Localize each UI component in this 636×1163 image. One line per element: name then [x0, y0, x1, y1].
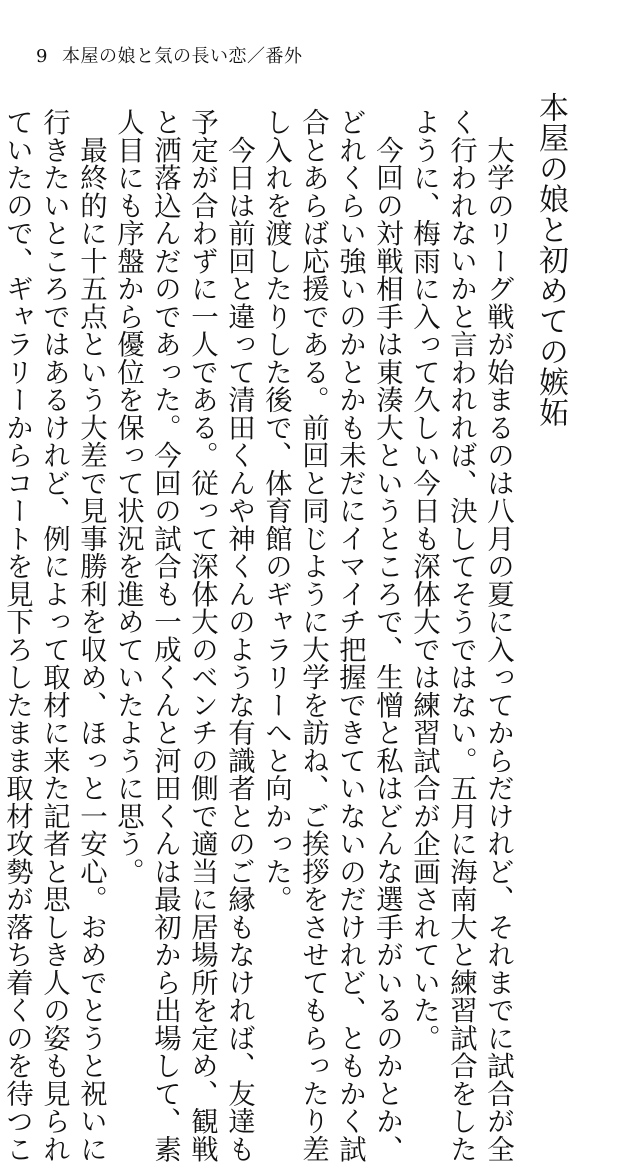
body-line: 予定が合わずに一人である。従って深体大のベンチの側で適当に居場所を定め、観戦 — [186, 108, 217, 1163]
body-line: く行われないかと言われれば、決してそうではない。五月に海南大と練習試合をした — [445, 108, 476, 1163]
body-text — [1, 108, 516, 1163]
running-title: 本屋の娘と気の長い恋／番外 — [62, 46, 303, 67]
body-line: し入れを渡したりした後で、体育館のギャラリーへと向かった。 — [260, 108, 291, 913]
body-line: ていたので、ギャラリーからコートを見下ろしたまま取材攻勢が落ち着くのを待つこ — [1, 108, 32, 1163]
body-line: と洒落込んだのであった。今回の試合も一成くんと河田くんは最初から出場して、素 — [149, 108, 180, 1163]
body-line: 今回の対戦相手は東湊大というところで、生憎と私はどんな選手がいるのかとか、 — [371, 108, 402, 1163]
body-line: 今日は前回と違って清田くんや神くんのような有識者とのご縁もなければ、友達も — [223, 108, 254, 1163]
chapter-title: 本屋の娘と初めての嫉妬 — [533, 92, 568, 428]
body-line: 合とあらば応援である。前回と同じように大学を訪ね、ご挨拶をさせてもらったり差 — [297, 108, 328, 1163]
body-line: どれくらい強いのかとかも未だにイマイチ把握できていないのだけれど、ともかく試 — [334, 108, 365, 1163]
body-line: ように、梅雨に入って久しい今日も深体大では練習試合が企画されていた。 — [408, 108, 439, 1052]
page-number: 9 — [36, 46, 48, 67]
running-header — [36, 44, 303, 70]
body-line: 人目にも序盤から優位を保って状況を進めていたように思う。 — [112, 108, 143, 885]
body-line: 行きたいところではあるけれど、例によって取材に来た記者と思しき人の姿も見られ — [38, 108, 69, 1163]
body-line: 最終的に十五点という大差で見事勝利を収め、ほっと一安心。おめでとうと祝いに — [75, 108, 106, 1163]
body-line: 大学のリーグ戦が始まるのは八月の夏に入ってからだけれど、それまでに試合が全 — [482, 108, 513, 1163]
